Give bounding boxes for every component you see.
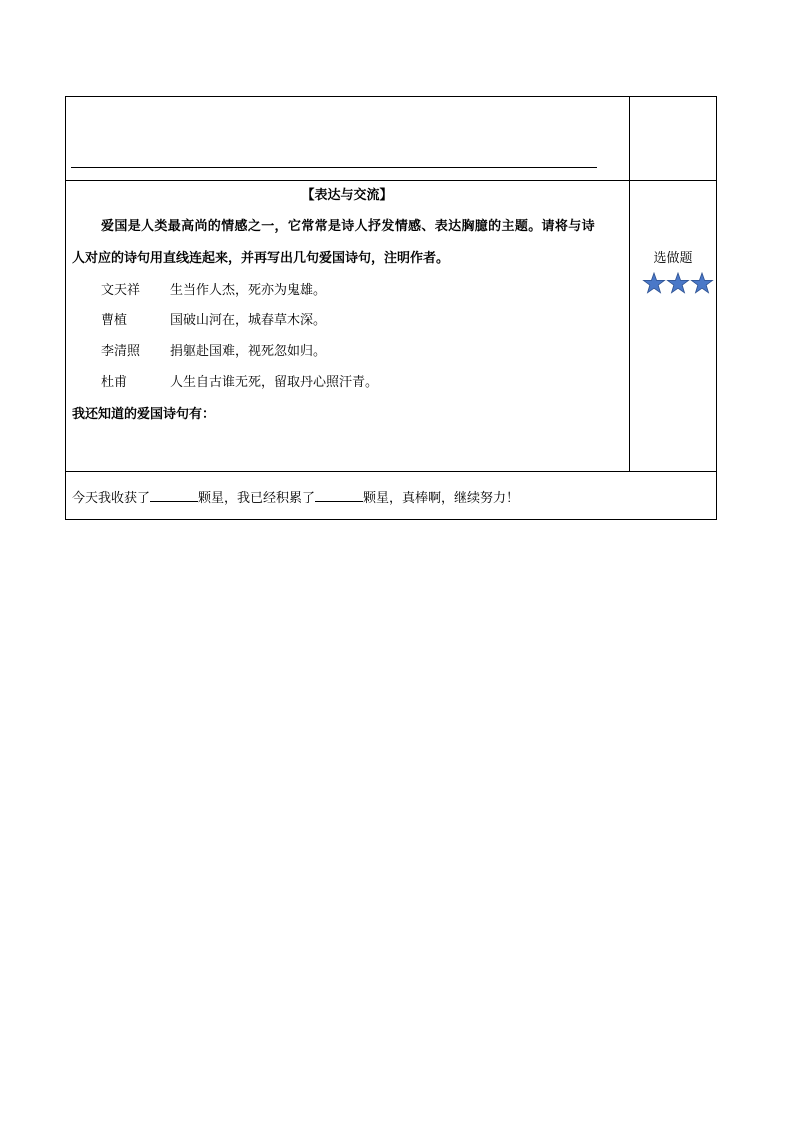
stars-earned-blank[interactable] — [150, 489, 198, 502]
difficulty-stars — [642, 272, 714, 296]
table-border-left — [65, 96, 66, 520]
poet-name[interactable]: 杜甫 — [101, 375, 128, 390]
verse[interactable]: 国破山河在，城春草木深。 — [170, 313, 327, 328]
table-border-bottom — [65, 519, 717, 520]
row-divider-2 — [65, 471, 717, 472]
table-border-right — [716, 96, 717, 520]
star-icon — [644, 273, 665, 293]
known-verses-prompt: 我还知道的爱国诗句有： — [72, 407, 216, 422]
stars-total-blank[interactable] — [315, 489, 363, 502]
footer-text-2: 颗星，我已经积累了 — [198, 491, 316, 506]
verse[interactable]: 生当作人杰，死亦为鬼雄。 — [170, 283, 327, 298]
poet-name[interactable]: 曹植 — [101, 313, 128, 328]
star-icon — [692, 273, 713, 293]
answer-line[interactable] — [71, 167, 597, 168]
footer-text-1: 今天我收获了 — [72, 491, 151, 506]
optional-question-label: 选做题 — [653, 251, 693, 266]
row-divider-1 — [65, 180, 717, 181]
section-title: 【表达与交流】 — [301, 188, 393, 203]
poet-name[interactable]: 文天祥 — [101, 283, 141, 298]
star-icon — [668, 273, 689, 293]
footer-sentence — [72, 489, 519, 507]
table-border-top — [65, 96, 717, 97]
footer-text-3: 颗星，真棒啊，继续努力！ — [363, 491, 520, 506]
verse[interactable]: 人生自古谁无死，留取丹心照汗青。 — [170, 375, 379, 390]
column-divider — [629, 96, 630, 472]
intro-line-1: 爱国是人类最高尚的情感之一，它常常是诗人抒发情感、表达胸臆的主题。请将与诗 — [101, 219, 595, 234]
verse[interactable]: 捐躯赴国难，视死忽如归。 — [170, 344, 327, 359]
intro-line-2: 人对应的诗句用直线连起来，并再写出几句爱国诗句，注明作者。 — [72, 251, 450, 266]
poet-name[interactable]: 李清照 — [101, 344, 141, 359]
